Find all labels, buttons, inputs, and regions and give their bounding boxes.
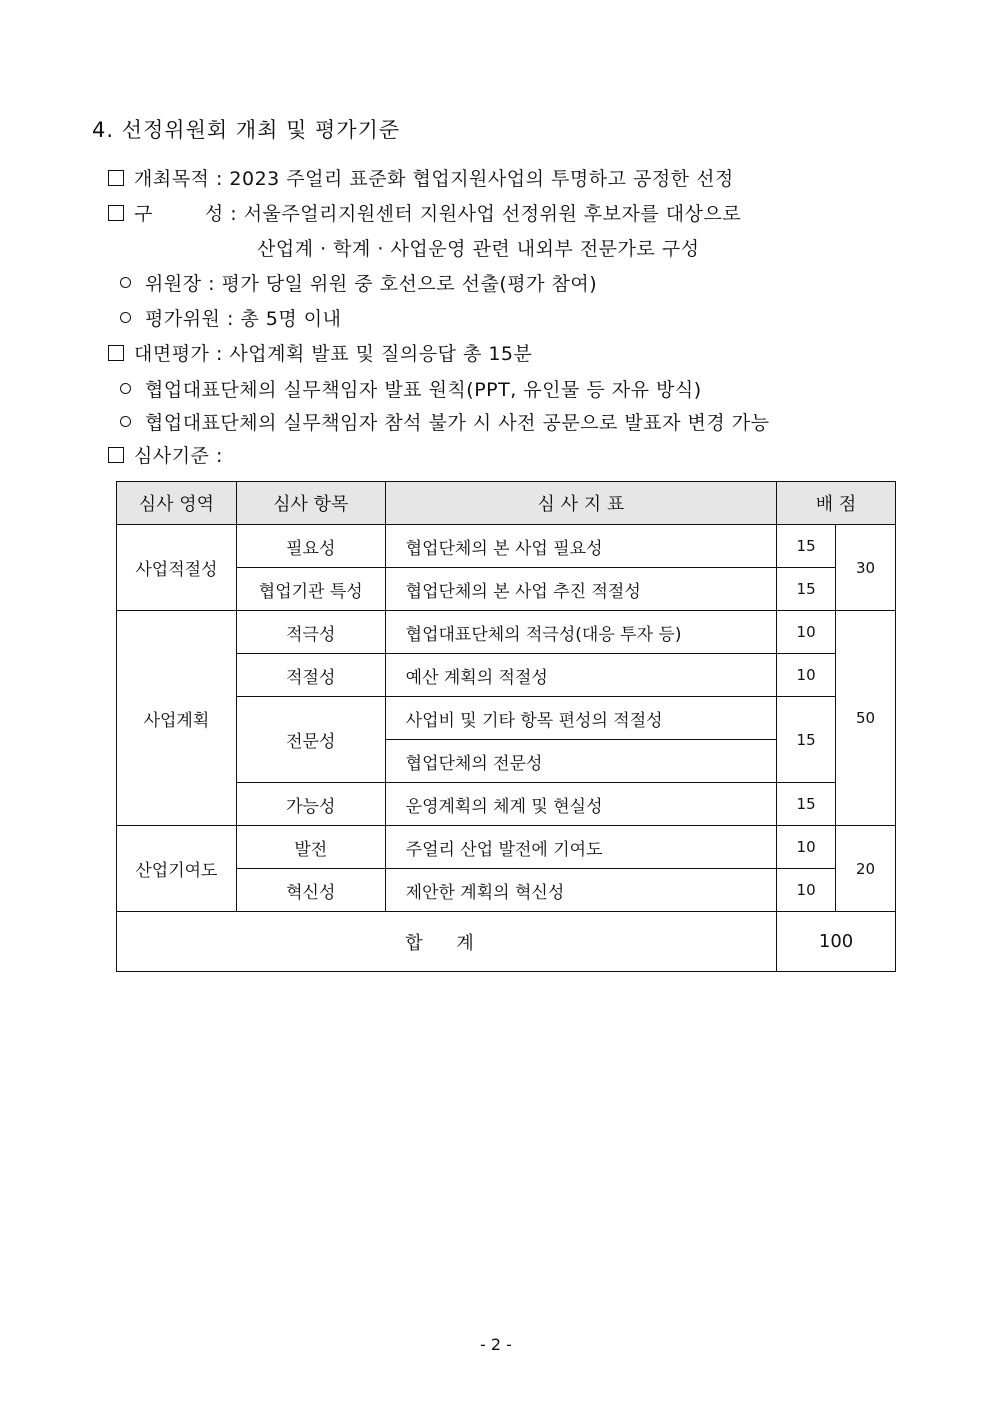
bullet-circle-icon: [120, 383, 131, 394]
checkbox-square-icon: [108, 345, 124, 361]
indicator-cell: 협업단체의 전문성: [385, 740, 776, 783]
indicator-cell: 제안한 계획의 혁신성: [385, 869, 776, 912]
presenter-line: [120, 375, 702, 402]
criteria-line: [108, 441, 223, 468]
evaluation-criteria-table: [116, 481, 896, 972]
score-cell: 15: [777, 525, 836, 568]
score-cell: 15: [777, 697, 836, 783]
presenter-text: 협업대표단체의 실무책임자 발표 원칙(PPT, 유인물 등 자유 방식): [145, 379, 702, 401]
item-cell: 필요성: [236, 525, 385, 568]
total-value: 100: [777, 912, 896, 972]
table-row: [117, 826, 896, 869]
bullet-circle-icon: [120, 312, 131, 323]
chair-text: 위원장 : 평가 당일 위원 중 호선으로 선출(평가 참여): [145, 273, 598, 295]
chair-line: [120, 269, 597, 296]
item-cell: 적극성: [236, 611, 385, 654]
interview-line: [108, 339, 532, 366]
score-cell: 10: [777, 611, 836, 654]
table-header-row: [117, 482, 896, 525]
header-indicator: 심 사 지 표: [385, 482, 776, 525]
checkbox-square-icon: [108, 447, 124, 463]
members-line: [120, 304, 341, 331]
interview-text: 대면평가 : 사업계획 발표 및 질의응답 총 15분: [134, 343, 533, 365]
criteria-text: 심사기준 :: [134, 445, 223, 467]
area-cell: 산업기여도: [117, 826, 237, 912]
composition-text: 성 : 서울주얼리지원센터 지원사업 선정위원 후보자를 대상으로: [204, 203, 742, 225]
area-cell: 사업계획: [117, 611, 237, 826]
indicator-cell: 예산 계획의 적절성: [385, 654, 776, 697]
area-cell: 사업적절성: [117, 525, 237, 611]
purpose-text: 개최목적 : 2023 주얼리 표준화 협업지원사업의 투명하고 공정한 선정: [134, 168, 734, 190]
subtotal-cell: 50: [836, 611, 896, 826]
subtotal-cell: 20: [836, 826, 896, 912]
checkbox-square-icon: [108, 205, 124, 221]
page-number: - 2 -: [480, 1335, 512, 1354]
table-row: [117, 611, 896, 654]
indicator-cell: 주얼리 산업 발전에 기여도: [385, 826, 776, 869]
item-cell: 혁신성: [236, 869, 385, 912]
score-cell: 10: [777, 654, 836, 697]
indicator-cell: 운영계획의 체계 및 현실성: [385, 783, 776, 826]
item-cell: 협업기관 특성: [236, 568, 385, 611]
subtotal-cell: 30: [836, 525, 896, 611]
substitute-text: 협업대표단체의 실무책임자 참석 불가 시 사전 공문으로 발표자 변경 가능: [145, 412, 770, 434]
score-cell: 15: [777, 783, 836, 826]
total-row: [117, 912, 896, 972]
indicator-cell: 사업비 및 기타 항목 편성의 적절성: [385, 697, 776, 740]
table-row: [117, 525, 896, 568]
item-cell: 전문성: [236, 697, 385, 783]
composition-continuation: 산업계 · 학계 · 사업운영 관련 내외부 전문가로 구성: [257, 238, 700, 260]
members-text: 평가위원 : 총 5명 이내: [145, 308, 342, 330]
score-cell: 10: [777, 869, 836, 912]
header-item: 심사 항목: [236, 482, 385, 525]
item-cell: 가능성: [236, 783, 385, 826]
section-heading: 4. 선정위원회 개최 및 평가기준: [92, 118, 401, 142]
composition-label-a: 구: [134, 203, 153, 225]
bullet-circle-icon: [120, 277, 131, 288]
item-cell: 적절성: [236, 654, 385, 697]
purpose-line: [108, 164, 734, 191]
score-cell: 15: [777, 568, 836, 611]
item-cell: 발전: [236, 826, 385, 869]
indicator-cell: 협업대표단체의 적극성(대응 투자 등): [385, 611, 776, 654]
score-cell: 10: [777, 826, 836, 869]
composition-line: [108, 199, 741, 226]
bullet-circle-icon: [120, 416, 131, 427]
total-label: 합 계: [117, 912, 777, 972]
indicator-cell: 협업단체의 본 사업 필요성: [385, 525, 776, 568]
header-score: 배 점: [777, 482, 896, 525]
header-area: 심사 영역: [117, 482, 237, 525]
substitute-line: [120, 408, 769, 435]
checkbox-square-icon: [108, 170, 124, 186]
indicator-cell: 협업단체의 본 사업 추진 적절성: [385, 568, 776, 611]
